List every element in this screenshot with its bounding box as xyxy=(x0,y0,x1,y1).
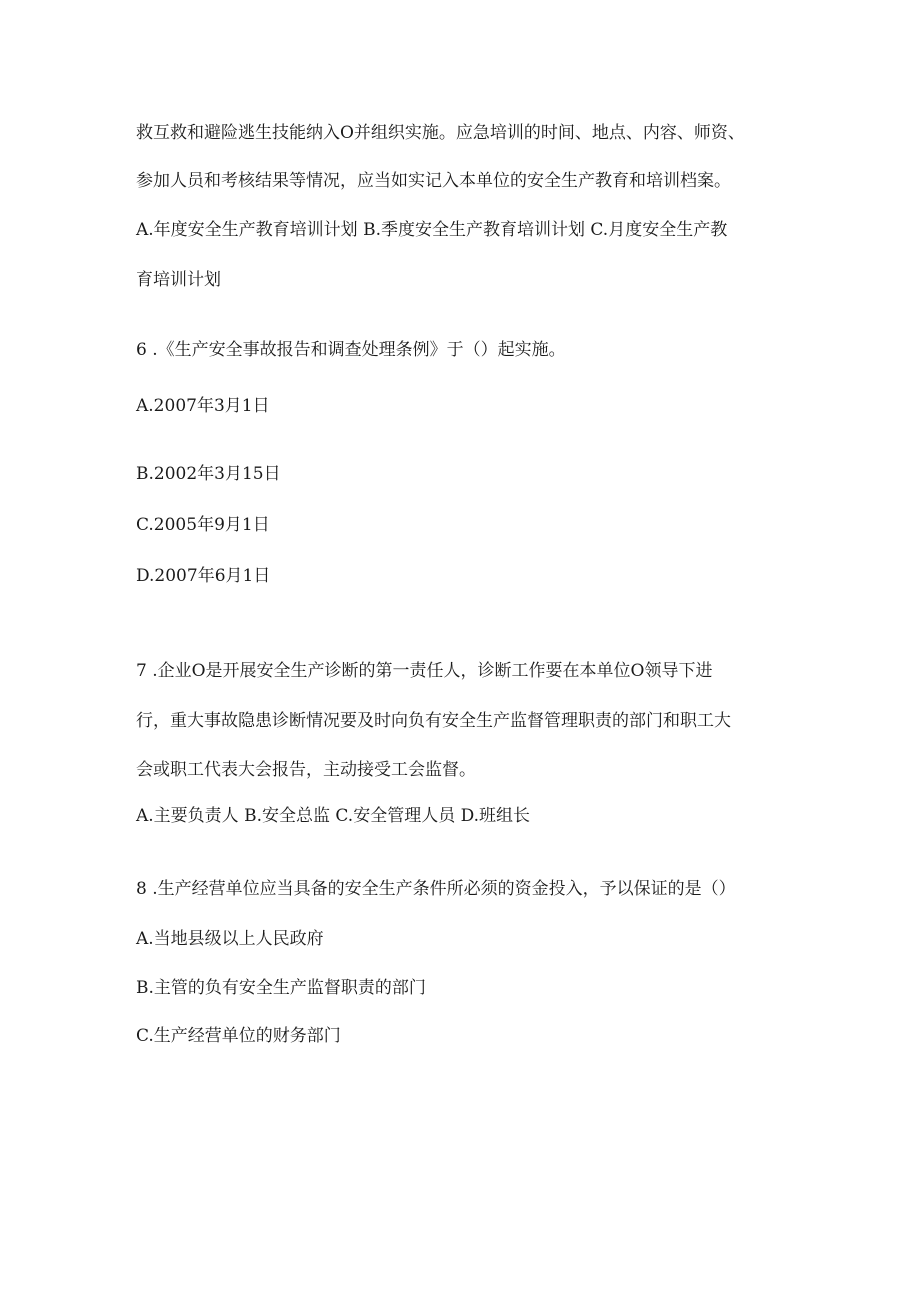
q8-stem: 8 .生产经营单位应当具备的安全生产条件所必须的资金投入，予以保证的是（） xyxy=(136,879,736,899)
q5-stem-line-3: 参加人员和考核结果等情况，应当如实记入本单位的安全生产教育和培训档案。 xyxy=(136,171,731,191)
q6-option-d: D.2007年6月1日 xyxy=(136,566,271,586)
q5-options-line-2: 育培训计划 xyxy=(136,270,221,290)
q6-option-b: B.2002年3月15日 xyxy=(136,464,281,484)
q6-option-c: C.2005年9月1日 xyxy=(136,515,270,535)
q8-option-b: B.主管的负有安全生产监督职责的部门 xyxy=(136,978,426,998)
q8-option-a: A.当地县级以上人民政府 xyxy=(136,929,324,949)
q8-option-c: C.生产经营单位的财务部门 xyxy=(136,1026,341,1046)
q7-stem-line-1: 7 .企业O是开展安全生产诊断的第一责任人，诊断工作要在本单位O领导下进 xyxy=(136,661,713,681)
q5-options-line-1: A.年度安全生产教育培训计划 B.季度安全生产教育培训计划 C.月度安全生产教 xyxy=(136,220,728,240)
q7-options: A.主要负责人 B.安全总监 C.安全管理人员 D.班组长 xyxy=(136,806,531,826)
q6-option-a: A.2007年3月1日 xyxy=(136,396,270,416)
q7-stem-line-3: 会或职工代表大会报告，主动接受工会监督。 xyxy=(136,760,476,780)
q7-stem-line-2: 行，重大事故隐患诊断情况要及时向负有安全生产监督管理职责的部门和职工大 xyxy=(136,711,731,731)
q6-stem: 6 .《生产安全事故报告和调查处理条例》于（）起实施。 xyxy=(136,340,566,360)
q5-stem-line-2: 救互救和避险逃生技能纳入O并组织实施。应急培训的时间、地点、内容、师资、 xyxy=(136,123,745,143)
